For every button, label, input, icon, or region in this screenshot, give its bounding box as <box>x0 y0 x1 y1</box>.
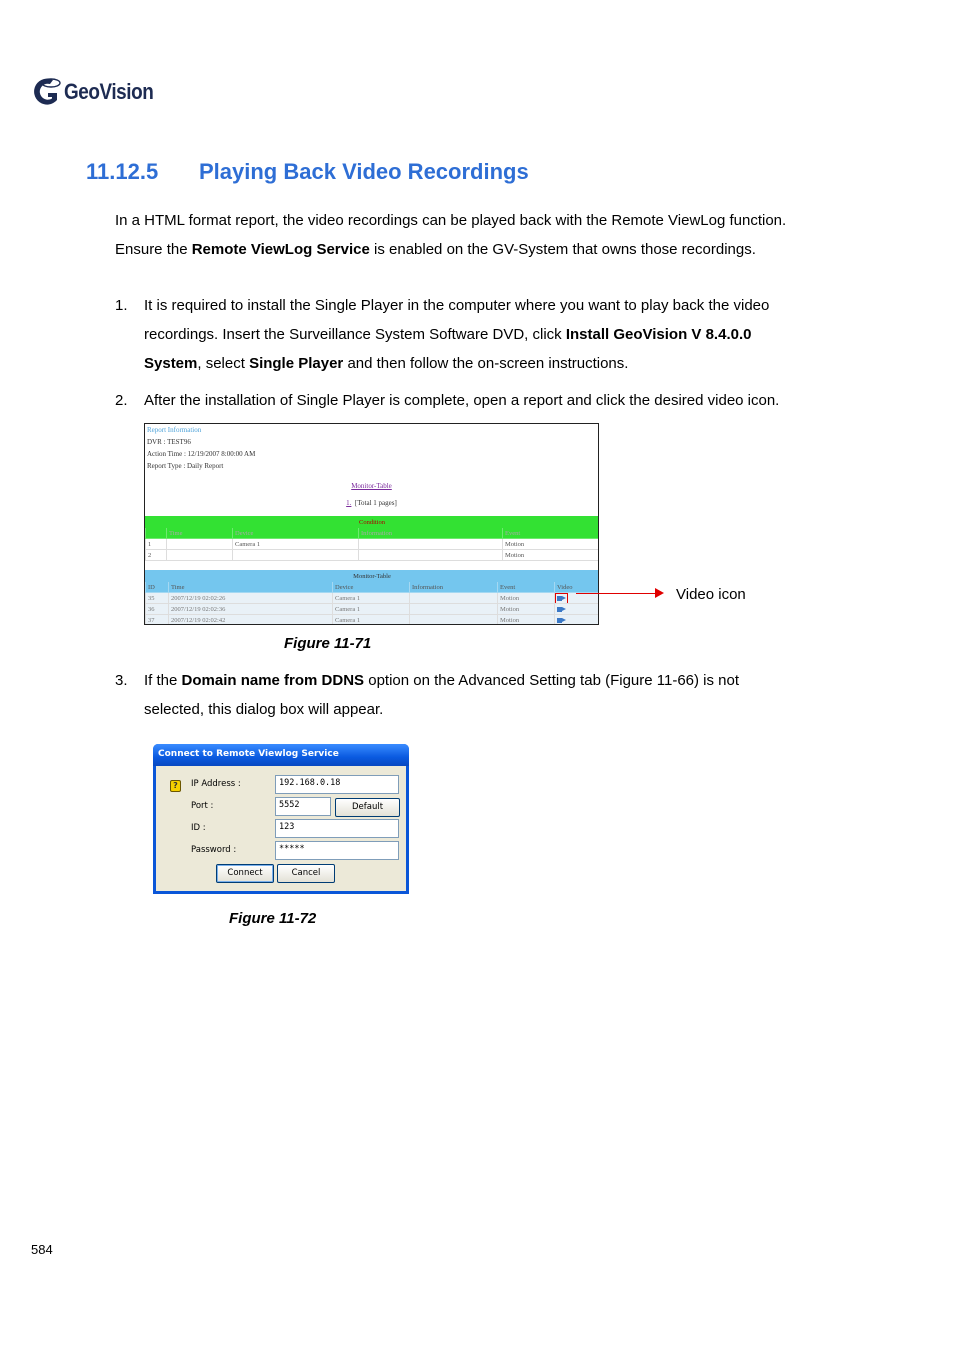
report-dvr: DVR : TEST96 <box>147 438 191 446</box>
step-1-number: 1. <box>115 297 128 314</box>
monitor-header: Device <box>333 582 410 593</box>
condition-header: Event <box>503 528 599 539</box>
condition-header <box>146 528 167 539</box>
question-icon: ? <box>170 780 181 792</box>
id-label: ID : <box>191 823 206 833</box>
step-1-line-3: System, select Single Player and then follow the on-screen instructions. <box>144 355 629 372</box>
monitor-title: Monitor-Table <box>146 571 599 582</box>
figure-11-72-caption: Figure 11-72 <box>229 910 317 927</box>
step-3-line-1: If the Domain name from DDNS option on the Advanced Setting tab (Figure 11-66) is not <box>144 672 740 689</box>
connect-button[interactable]: Connect <box>216 864 274 883</box>
remote-viewlog-service-term: Remote ViewLog Service <box>191 241 370 258</box>
logo-wordmark: GeoVision <box>64 79 154 104</box>
intro-line-2: Ensure the Remote ViewLog Service is enabled on the GV-System that owns those recordings. <box>115 241 756 258</box>
default-button[interactable]: Default <box>335 798 400 817</box>
step-3-number: 3. <box>115 672 128 689</box>
monitor-header: Time <box>169 582 333 593</box>
ip-address-label: IP Address : <box>191 779 241 789</box>
monitor-header: Event <box>498 582 555 593</box>
condition-row: 1 Camera 1 Motion <box>146 539 599 550</box>
condition-header: Information <box>359 528 503 539</box>
callout-arrow-line <box>576 593 656 594</box>
intro-line-1: In a HTML format report, the video recordings can be played back with the Remote ViewLog function. <box>115 212 787 229</box>
report-action-time: Action Time : 12/19/2007 8:00:00 AM <box>147 450 256 458</box>
section-heading <box>86 159 529 185</box>
video-icon[interactable] <box>557 606 566 613</box>
report-screenshot <box>144 423 599 625</box>
section-title: Playing Back Video Recordings <box>199 159 529 184</box>
monitor-table-link[interactable]: Monitor-Table <box>351 482 392 490</box>
monitor-header: ID <box>146 582 169 593</box>
video-icon-callout-label: Video icon <box>676 586 746 603</box>
monitor-table <box>145 570 599 625</box>
id-input[interactable]: 123 <box>275 819 399 838</box>
callout-arrow-head-icon <box>655 588 664 598</box>
password-label: Password : <box>191 845 237 855</box>
report-pages: 1. [Total 1 pages] <box>346 499 397 507</box>
condition-header: Device <box>233 528 359 539</box>
connect-dialog <box>153 744 409 894</box>
cancel-button[interactable]: Cancel <box>277 864 335 883</box>
video-icon[interactable] <box>557 595 566 602</box>
dialog-title: Connect to Remote Viewlog Service <box>158 749 339 759</box>
monitor-header: Video <box>555 582 599 593</box>
monitor-header: Information <box>410 582 498 593</box>
monitor-row: 35 2007/12/19 02:02:26 Camera 1 Motion <box>146 593 599 604</box>
condition-row: 2 Motion <box>146 550 599 561</box>
step-3-line-2: selected, this dialog box will appear. <box>144 701 384 718</box>
condition-title: Condition <box>146 517 599 528</box>
section-number: 11.12.5 <box>86 159 159 184</box>
ip-address-input[interactable]: 192.168.0.18 <box>275 775 399 794</box>
report-type: Report Type : Daily Report <box>147 462 224 470</box>
step-1-line-2: recordings. Insert the Surveillance System Software DVD, click Install GeoVision V 8.4.0.0 <box>144 326 752 343</box>
dialog-body <box>156 766 406 891</box>
page-1-link[interactable]: 1. <box>346 499 352 507</box>
condition-table <box>145 516 599 561</box>
monitor-row: 37 2007/12/19 02:02:42 Camera 1 Motion <box>146 615 599 626</box>
page-number: 584 <box>31 1242 53 1257</box>
condition-header: Time <box>167 528 233 539</box>
geovision-logo-mark <box>31 74 65 110</box>
step-1-line-1: It is required to install the Single Player in the computer where you want to play back the video <box>144 297 770 314</box>
port-label: Port : <box>191 801 214 811</box>
geovision-logo <box>31 74 181 110</box>
figure-11-71-caption: Figure 11-71 <box>284 635 372 652</box>
port-input[interactable]: 5552 <box>275 797 331 816</box>
step-2-line-1: After the installation of Single Player is complete, open a report and click the desired video icon. <box>144 392 780 409</box>
dialog-titlebar[interactable] <box>153 744 409 766</box>
report-info-title: Report Information <box>147 426 202 434</box>
video-icon[interactable] <box>557 617 566 624</box>
monitor-row: 36 2007/12/19 02:02:36 Camera 1 Motion <box>146 604 599 615</box>
step-2-number: 2. <box>115 392 128 409</box>
password-input[interactable]: ***** <box>275 841 399 860</box>
